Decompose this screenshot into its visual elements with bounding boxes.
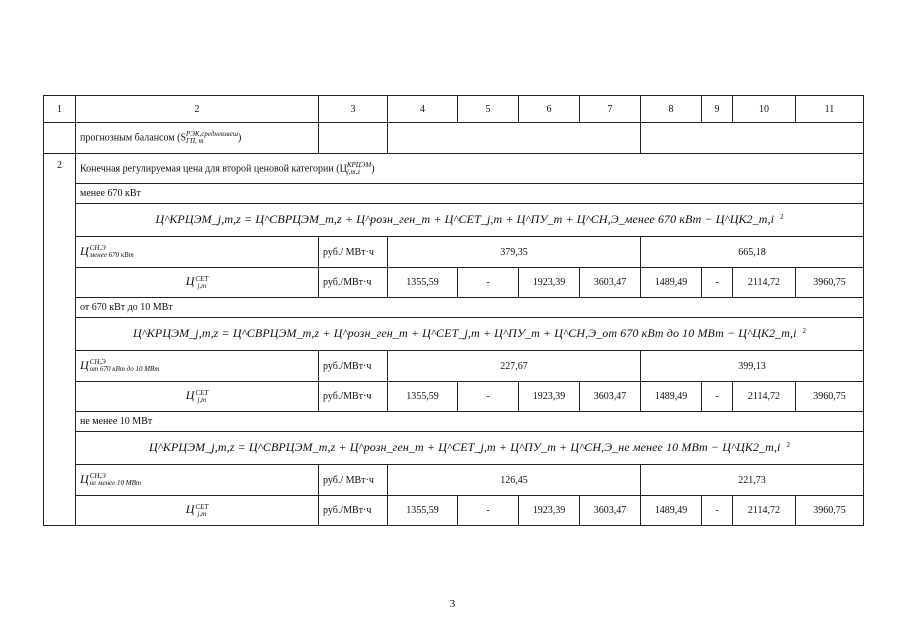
symbol-base: Ц — [185, 388, 195, 403]
symbol-sup: СН,Э — [89, 472, 106, 481]
column-number: 10 — [733, 96, 796, 123]
set-row — [44, 496, 864, 526]
symbol-sup: СН,Э — [89, 358, 106, 367]
column-number: 8 — [641, 96, 702, 123]
set-unit: руб./МВт·ч — [319, 268, 388, 298]
forecast-label: прогнозным балансом (S — [80, 132, 187, 144]
group-heading: не менее 10 МВт — [76, 412, 864, 432]
group-heading: от 670 кВт до 10 МВт — [76, 298, 864, 318]
empty-cell — [641, 123, 864, 154]
section-number: 2 — [44, 154, 76, 526]
section-title-sup: КРЦЭМ — [346, 160, 372, 169]
cn-value-a: 379,35 — [388, 237, 641, 268]
set-value: 2114,72 — [733, 382, 796, 412]
set-value: 3603,47 — [580, 496, 641, 526]
set-unit: руб./МВт·ч — [319, 382, 388, 412]
forecast-label-cell — [76, 123, 319, 154]
set-value: - — [702, 382, 733, 412]
symbol-base: Ц — [80, 471, 89, 486]
set-value: - — [702, 496, 733, 526]
symbol-sup: СЕТ — [195, 388, 209, 397]
formula-cell — [76, 432, 864, 465]
set-value: 3960,75 — [796, 382, 864, 412]
cn-value-b: 221,73 — [641, 465, 864, 496]
set-row — [44, 382, 864, 412]
set-value: 3603,47 — [580, 382, 641, 412]
set-value: 2114,72 — [733, 496, 796, 526]
page-number: 3 — [449, 598, 456, 610]
cn-row — [44, 465, 864, 496]
section-title-indices — [347, 162, 371, 176]
column-number: 7 — [580, 96, 641, 123]
symbol-base: Ц — [80, 357, 89, 372]
forecast-row — [44, 123, 864, 154]
group-heading: менее 670 кВт — [76, 184, 864, 204]
header-row — [44, 96, 864, 123]
symbol-sub: менее 670 кВт — [89, 251, 134, 260]
empty-cell — [388, 123, 641, 154]
group-heading-row — [44, 298, 864, 318]
formula-row — [44, 318, 864, 351]
formula-footnote: 2 — [780, 213, 784, 222]
symbol — [80, 244, 134, 258]
symbol — [186, 274, 209, 288]
cn-symbol-cell — [76, 465, 319, 496]
set-unit: руб./МВт·ч — [319, 496, 388, 526]
set-value: 2114,72 — [733, 268, 796, 298]
cn-row — [44, 237, 864, 268]
forecast-indices — [186, 131, 238, 145]
symbol — [80, 472, 141, 486]
section-title-cell — [76, 154, 864, 184]
symbol-sup: СЕТ — [195, 274, 209, 283]
cn-value-a: 227,67 — [388, 351, 641, 382]
symbol-sup: СЕТ — [195, 502, 209, 511]
column-number: 3 — [319, 96, 388, 123]
formula-row — [44, 204, 864, 237]
symbol-sub: j,m — [197, 395, 207, 404]
symbol-indices — [195, 504, 208, 518]
column-number: 6 — [519, 96, 580, 123]
symbol-indices — [195, 390, 208, 404]
set-value: 3960,75 — [796, 496, 864, 526]
symbol-indices — [90, 473, 141, 487]
cn-value-b: 399,13 — [641, 351, 864, 382]
set-value: 1355,59 — [388, 496, 458, 526]
empty-cell — [319, 123, 388, 154]
price-formula: Ц^КРЦЭМ_j,m,z = Ц^СВРЦЭМ_m,z + Ц^розн_ген_m + Ц^СЕТ_j,m + Ц^ПУ_m + Ц^СН,Э_не менее 10 МВт − Ц^ЦК2_m,i — [149, 440, 781, 455]
symbol — [186, 388, 209, 402]
section-title-sub: j,m,z — [346, 167, 361, 176]
symbol — [186, 502, 209, 516]
symbol-sub: не менее 10 МВт — [89, 479, 142, 488]
symbol-indices — [90, 245, 134, 259]
formula-row — [44, 432, 864, 465]
cn-symbol-cell — [76, 237, 319, 268]
cn-value-b: 665,18 — [641, 237, 864, 268]
forecast-sup: РЭК,средневзвеш — [186, 130, 239, 138]
column-number: 4 — [388, 96, 458, 123]
formula-cell — [76, 318, 864, 351]
cn-value-a: 126,45 — [388, 465, 641, 496]
set-value: - — [702, 268, 733, 298]
section-title-row — [44, 154, 864, 184]
set-value: 1923,39 — [519, 268, 580, 298]
group-heading-row — [44, 184, 864, 204]
cn-unit: руб./ МВт·ч — [319, 237, 388, 268]
column-number: 5 — [458, 96, 519, 123]
symbol-indices — [195, 276, 208, 290]
formula-footnote: 2 — [786, 441, 790, 450]
set-value: - — [458, 382, 519, 412]
set-value: 3960,75 — [796, 268, 864, 298]
column-number: 9 — [702, 96, 733, 123]
forecast-tail: ) — [238, 132, 242, 144]
symbol-base: Ц — [185, 274, 195, 289]
set-value: 1355,59 — [388, 268, 458, 298]
set-value: 1489,49 — [641, 496, 702, 526]
price-formula: Ц^КРЦЭМ_j,m,z = Ц^СВРЦЭМ_m,z + Ц^розн_ген_m + Ц^СЕТ_j,m + Ц^ПУ_m + Ц^СН,Э_от 670 кВт до 10 МВт − Ц^ЦК2_m,i — [132, 326, 797, 341]
tariff-table — [43, 95, 864, 526]
cn-unit: руб./МВт·ч — [319, 351, 388, 382]
symbol-indices — [90, 359, 160, 373]
set-value: - — [458, 268, 519, 298]
formula-cell — [76, 204, 864, 237]
set-symbol-cell — [76, 268, 319, 298]
group-heading-row — [44, 412, 864, 432]
cn-symbol-cell — [76, 351, 319, 382]
set-value: 3603,47 — [580, 268, 641, 298]
set-value: 1923,39 — [519, 382, 580, 412]
set-value: - — [458, 496, 519, 526]
column-number: 1 — [44, 96, 76, 123]
symbol-sub: j,m — [197, 509, 207, 518]
set-symbol-cell — [76, 496, 319, 526]
row-number-empty — [44, 123, 76, 154]
section-title-tail: ) — [371, 162, 375, 174]
column-number: 2 — [76, 96, 319, 123]
section-title: Конечная регулируемая цена для второй ценовой категории (Ц — [80, 162, 347, 174]
symbol-base: Ц — [80, 243, 89, 258]
symbol-base: Ц — [185, 502, 195, 517]
forecast-sub: ГП, m — [186, 137, 204, 145]
formula-footnote: 2 — [802, 327, 807, 336]
symbol-sup: СН,Э — [89, 244, 106, 253]
cn-row — [44, 351, 864, 382]
set-value: 1355,59 — [388, 382, 458, 412]
column-number: 11 — [796, 96, 864, 123]
set-symbol-cell — [76, 382, 319, 412]
set-value: 1489,49 — [641, 382, 702, 412]
symbol-sub: j,m — [197, 281, 207, 290]
cn-unit: руб./ МВт·ч — [319, 465, 388, 496]
symbol — [80, 358, 159, 372]
symbol-sub: от 670 кВт до 10 МВт — [89, 365, 160, 374]
price-formula: Ц^КРЦЭМ_j,m,z = Ц^СВРЦЭМ_m,z + Ц^розн_ген_m + Ц^СЕТ_j,m + Ц^ПУ_m + Ц^СН,Э_менее 670 кВт − Ц^ЦК2_m,i — [155, 212, 775, 227]
set-value: 1489,49 — [641, 268, 702, 298]
set-value: 1923,39 — [519, 496, 580, 526]
set-row — [44, 268, 864, 298]
